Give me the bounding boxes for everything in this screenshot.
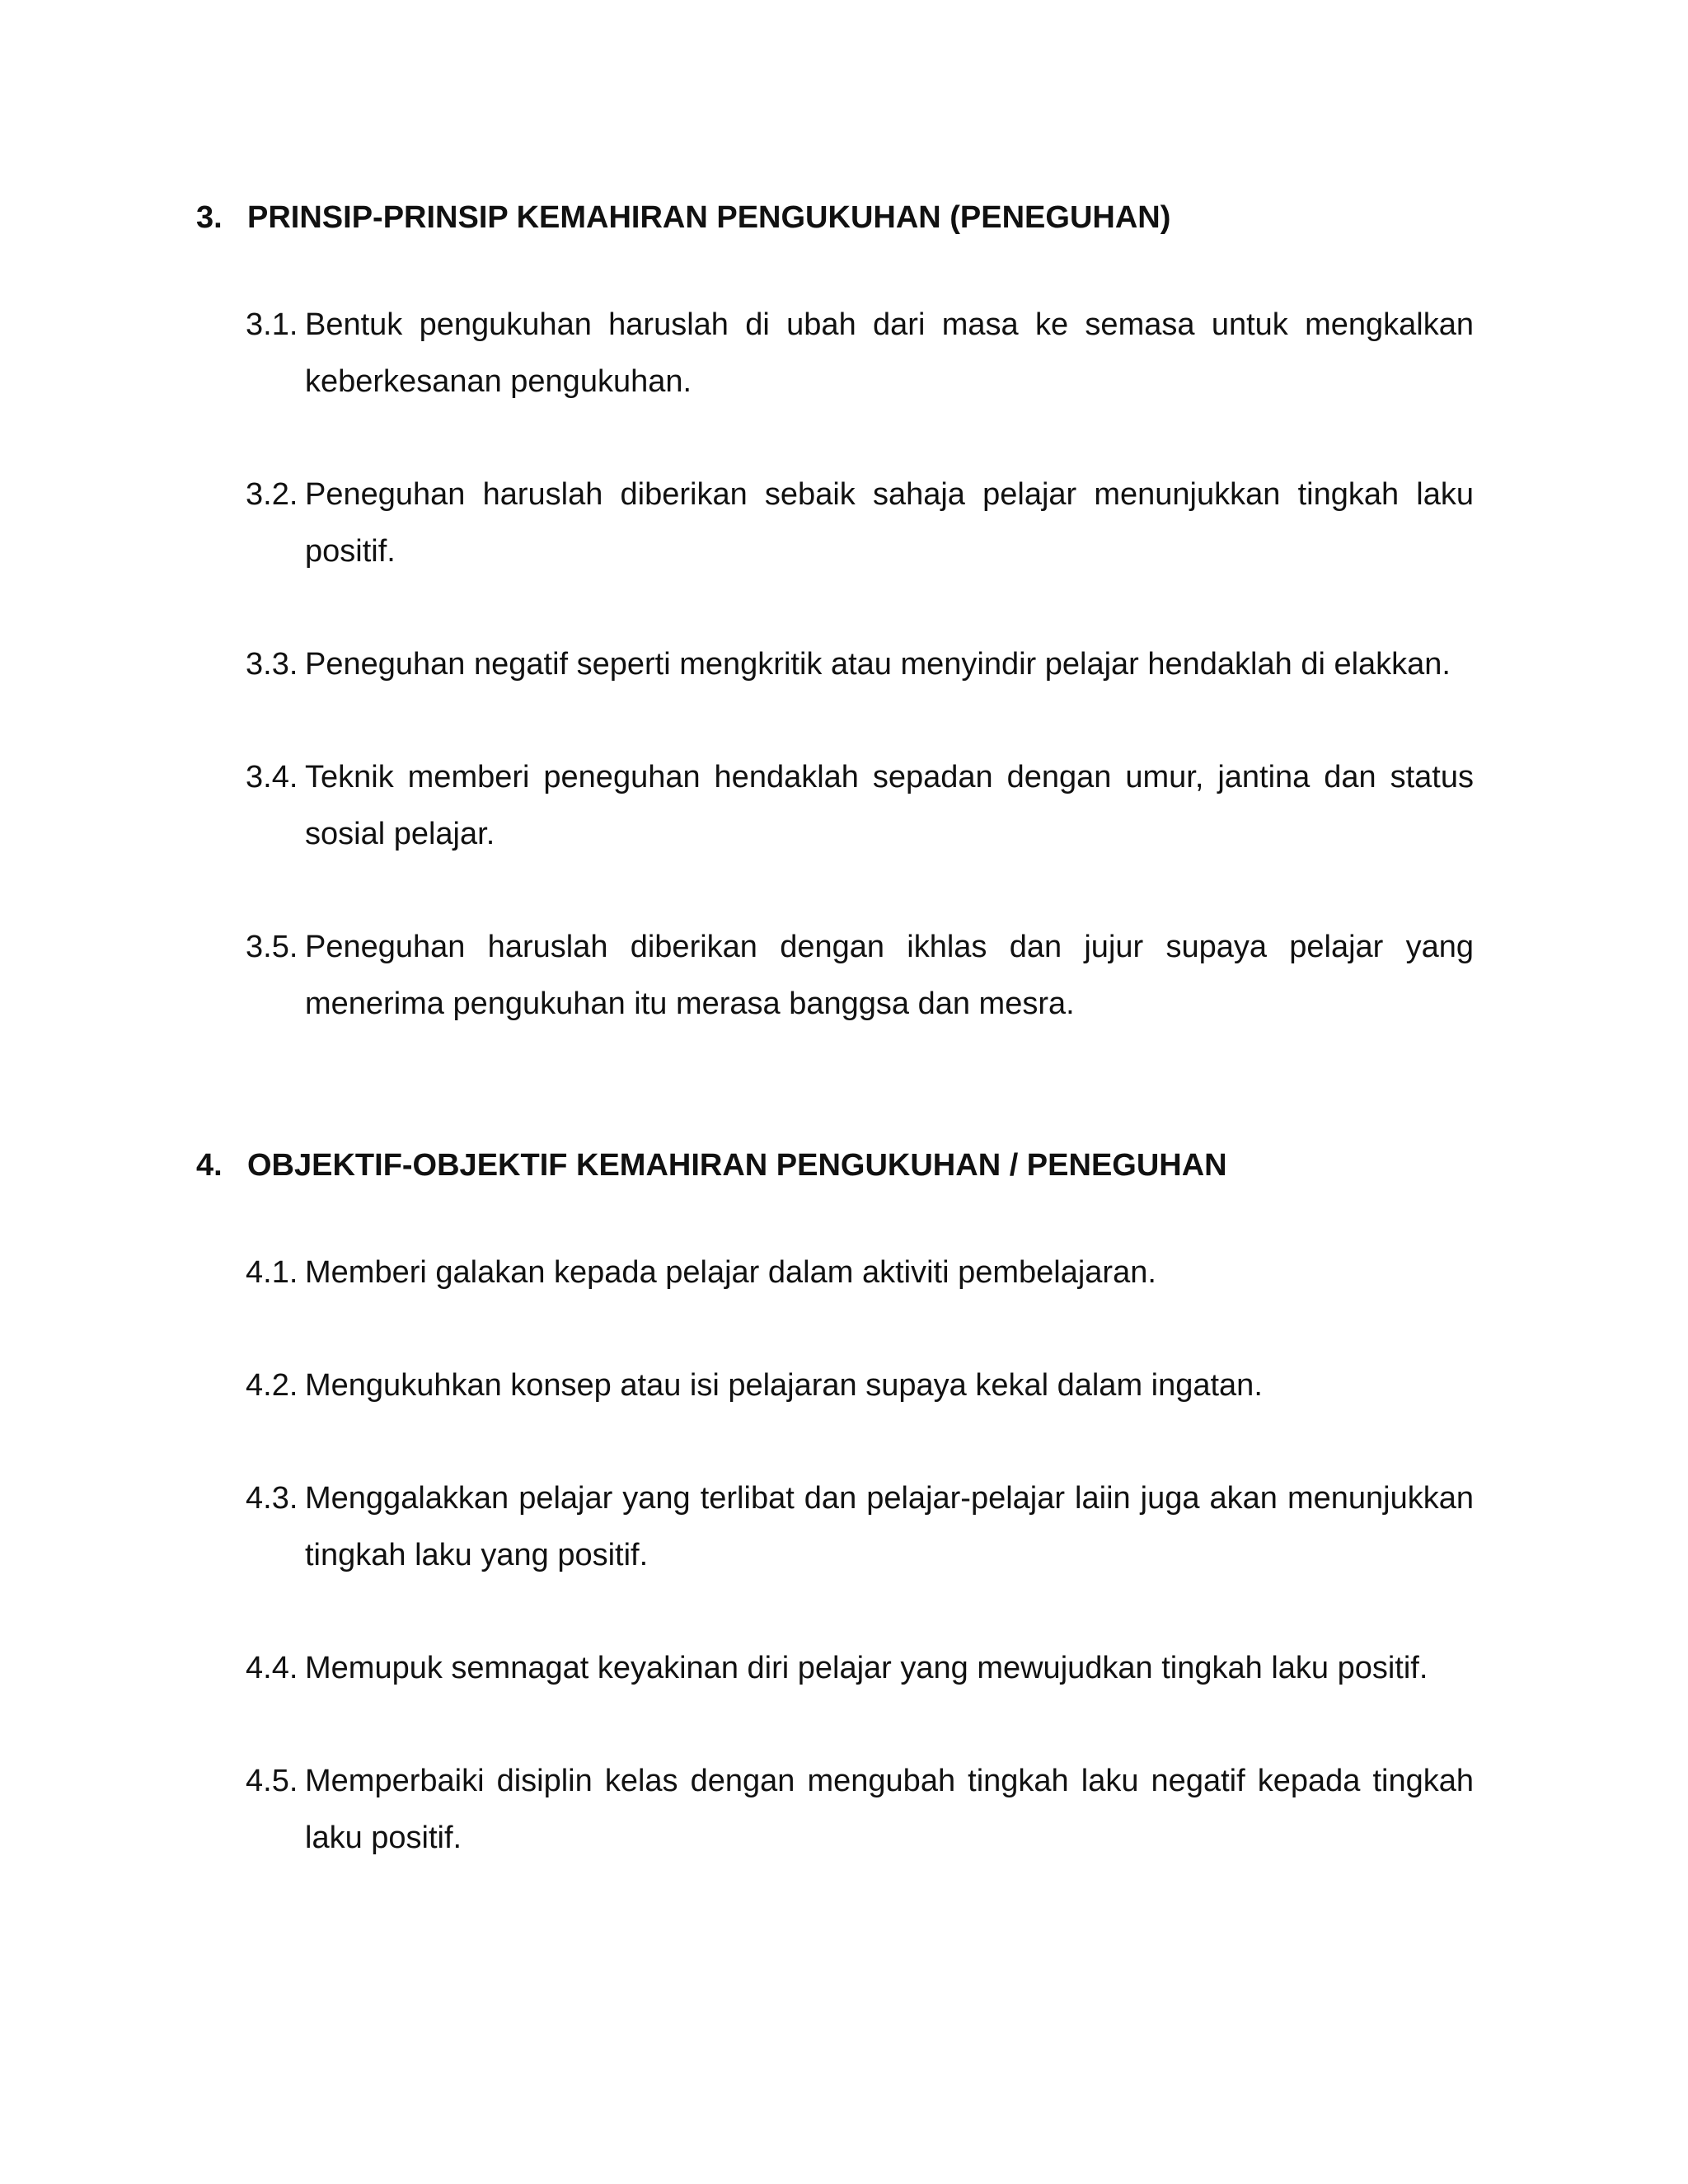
list-item [246,749,1474,863]
item-number: 3.4. [246,760,298,794]
list-item [246,297,1474,410]
item-text: Mengukuhkan konsep atau isi pelajaran supaya kekal dalam ingatan. [305,1368,1263,1403]
list-item [246,1357,1474,1414]
section-title: PRINSIP-PRINSIP KEMAHIRAN PENGUKUHAN (PENEGUHAN) [247,200,1171,235]
item-text: Bentuk pengukuhan haruslah di ubah dari masa ke semasa untuk mengkalkan keberkesanan pengukuhan. [305,307,1474,399]
list-item [246,1640,1474,1697]
list-item [246,1244,1474,1301]
item-number: 3.3. [246,647,298,682]
section-3 [196,198,1474,1033]
list-item [246,919,1474,1033]
section-heading [196,198,1474,237]
item-text: Memupuk semnagat keyakinan diri pelajar yang mewujudkan tingkah laku positif. [305,1651,1428,1685]
item-number: 4.3. [246,1481,298,1516]
item-text: Teknik memberi peneguhan hendaklah sepadan dengan umur, jantina dan status sosial pelajar. [305,760,1474,851]
item-text: Menggalakkan pelajar yang terlibat dan pelajar-pelajar laiin juga akan menunjukkan tingkah laku yang positif. [305,1481,1474,1572]
item-number: 3.1. [246,307,298,342]
item-text: Peneguhan negatif seperti mengkritik atau menyindir pelajar hendaklah di elakkan. [305,647,1451,682]
item-list [196,1244,1474,1867]
section-number: 4. [196,1148,223,1183]
list-item [246,1753,1474,1867]
section-heading [196,1146,1474,1185]
item-text: Peneguhan haruslah diberikan sebaik sahaja pelajar menunjukkan tingkah laku positif. [305,477,1474,569]
item-text: Memberi galakan kepada pelajar dalam aktiviti pembelajaran. [305,1255,1156,1290]
item-number: 4.4. [246,1651,298,1685]
section-number: 3. [196,200,223,235]
item-number: 3.2. [246,477,298,512]
item-number: 4.2. [246,1368,298,1403]
item-text: Memperbaiki disiplin kelas dengan mengubah tingkah laku negatif kepada tingkah laku positif. [305,1764,1474,1855]
item-number: 3.5. [246,930,298,964]
item-text: Peneguhan haruslah diberikan dengan ikhlas dan jujur supaya pelajar yang menerima pengukuhan itu merasa banggsa dan mesra. [305,930,1474,1021]
list-item [246,466,1474,580]
list-item [246,636,1474,693]
section-title: OBJEKTIF-OBJEKTIF KEMAHIRAN PENGUKUHAN / PENEGUHAN [247,1148,1227,1183]
section-4 [196,1146,1474,1867]
item-number: 4.5. [246,1764,298,1798]
item-list [196,297,1474,1033]
item-number: 4.1. [246,1255,298,1290]
list-item [246,1470,1474,1584]
